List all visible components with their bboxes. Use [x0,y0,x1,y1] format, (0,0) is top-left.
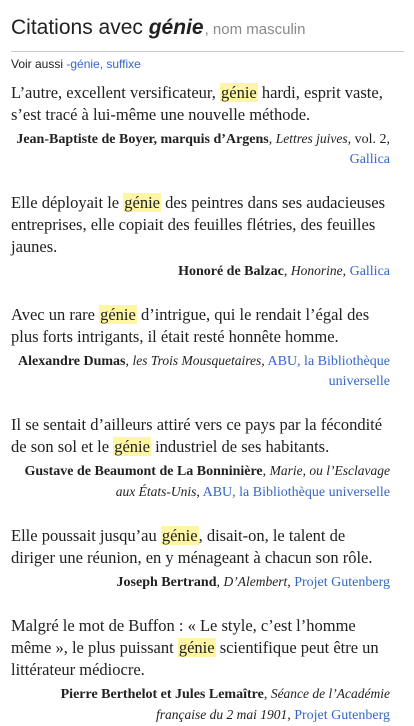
source-link[interactable]: Gallica [349,152,390,167]
quote-item [11,414,390,503]
see-also-label: Voir aussi [11,57,67,71]
highlighted-word: génie [221,83,257,102]
quote-text-before: Il se sentait d’ailleurs attiré vers ce pays par la fécondité de son sol et le [11,415,383,456]
source-link[interactable]: ABU, la Bibliothèque universelle [202,485,390,500]
quote-author: Gustave de Beaumont de La Bonninière [24,464,263,479]
page-header [0,0,414,72]
quote-author: Honoré de Balzac [178,264,284,279]
quote-text-before: Elle poussait jusqu’au [11,526,161,545]
quote-text [11,525,390,569]
source-link[interactable]: ABU, la Bibliothèque universelle [267,354,390,389]
quote-text [11,615,390,681]
source-link[interactable]: Projet Gutenberg [294,708,390,723]
quote-source: Pierre Berthelot et Jules Lemaître, Séance de l’Académie française du 2 mai 1901, Projet Gutenberg [60,686,390,723]
header-divider [11,51,404,52]
quote-work: les Trois Mousquetaires [132,353,262,368]
quote-text-before: L’autre, excellent versificateur, [11,83,220,102]
title-prefix: Citations avec [11,16,149,39]
quote-source: Alexandre Dumas, les Trois Mousquetaires, ABU, la Bibliothèque universelle [18,353,390,389]
title-gender: , nom masculin [204,21,306,38]
quote-item [11,615,390,726]
title-word: génie [148,16,204,39]
see-also [11,56,404,72]
quote-item [11,82,390,170]
quote-work: Lettres juives [275,131,348,146]
quote-source: Gustave de Beaumont de La Bonninière, Marie, ou l’Esclavage aux États-Unis, ABU, la Bibliothèque universelle [24,463,390,500]
quote-work: Marie, ou l’Esclavage aux États-Unis [115,463,390,499]
quote-text [11,82,390,126]
quote-text-after: hardi, esprit vaste, s’est tracé à lui-même une nouvelle méthode. [11,83,383,124]
quote-text-after: d’intrigue, qui le rendait l’égal des plus forts intrigants, il était resté honnête homme. [11,305,370,346]
highlighted-word: génie [114,437,150,456]
source-link[interactable]: Gallica [349,264,390,279]
quote-text [11,414,390,458]
highlighted-word: génie [178,638,215,657]
highlighted-word: génie [161,526,198,545]
quote-work: D’Alembert [223,574,288,589]
quote-text [11,304,390,348]
quote-item [11,304,390,392]
see-also-link[interactable]: -génie, suffixe [66,57,141,71]
quote-text-before: Elle déployait le [11,193,124,212]
source-link[interactable]: Projet Gutenberg [294,575,390,590]
quote-item [11,192,390,282]
quote-item [11,525,390,593]
quote-author: Joseph Bertrand [116,575,217,590]
highlighted-word: génie [100,305,136,324]
quote-text-before: Avec un rare [11,305,100,324]
quote-text-after: industriel de ses habitants. [150,437,330,456]
quote-work: Honorine [290,263,343,278]
highlighted-word: génie [124,193,160,212]
quote-work-extra: , vol. 2 [347,132,387,147]
quote-text-after: , disait-on, le talent de diriger une réunion, en y ménageant à chacun son rôle. [11,526,373,567]
page-title [11,14,404,44]
quote-source: Joseph Bertrand, D’Alembert, Projet Gutenberg [116,574,390,590]
quote-text-after: scientifique peut être un littérateur médiocre. [11,638,379,679]
quote-text-after: des peintres dans ses audacieuses entreprises, elle copiait des feuilles flétries, des feuilles jaunes. [11,193,386,256]
quote-author: Jean-Baptiste de Boyer, marquis d’Argens [16,132,269,147]
quote-text-before: Malgré le mot de Buffon : « Le style, c’est l’homme même », le plus puissant [11,616,356,657]
quote-author: Alexandre Dumas [18,354,126,369]
quotes-list [0,82,414,726]
quote-author: Pierre Berthelot et Jules Lemaître [60,687,264,702]
quote-work: Séance de l’Académie française du 2 mai 1901 [155,686,390,722]
quote-source: Jean-Baptiste de Boyer, marquis d’Argens, Lettres juives, vol. 2, Gallica [16,131,390,167]
quote-text [11,192,390,258]
quote-source: Honoré de Balzac, Honorine, Gallica [178,263,390,279]
